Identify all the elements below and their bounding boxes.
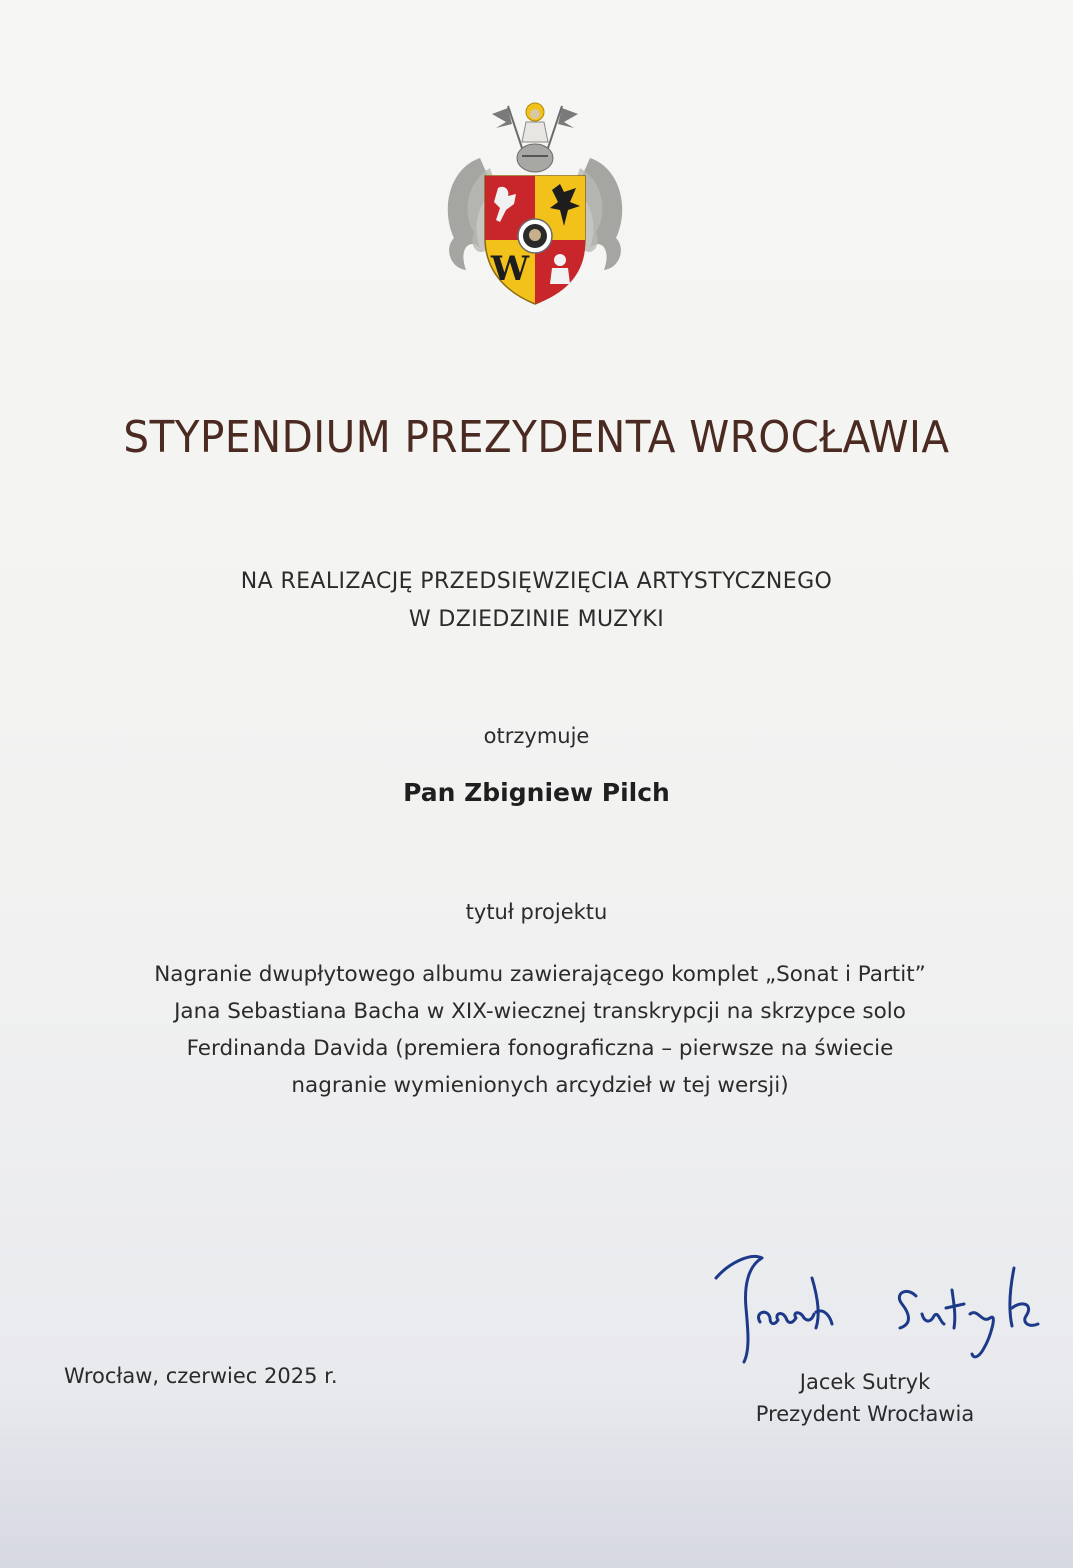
recipient-name: Pan Zbigniew Pilch: [403, 778, 670, 807]
project-line: Jana Sebastiana Bacha w XIX-wiecznej transkrypcji na skrzypce solo: [174, 999, 906, 1024]
certificate-title: STYPENDIUM PREZYDENTA WROCŁAWIA: [123, 412, 950, 463]
signer-title: Prezydent Wrocławia: [755, 1402, 975, 1426]
project-description: [40, 956, 1040, 1104]
project-line: nagranie wymienionych arcydzieł w tej wersji): [291, 1073, 789, 1098]
wroclaw-coat-of-arms-icon: [440, 98, 630, 310]
project-line: Ferdinanda Davida (premiera fonograficzna – pierwsze na świecie: [186, 1036, 894, 1061]
receives-label: otrzymuje: [483, 724, 590, 748]
subtitle: [0, 563, 1073, 639]
svg-text:W: W: [490, 249, 530, 289]
signer-block: [720, 1366, 1010, 1430]
subtitle-line: NA REALIZACJĘ PRZEDSIĘWZIĘCIA ARTYSTYCZNEGO: [240, 569, 833, 594]
project-line: Nagranie dwupłytowego albumu zawierającego komplet „Sonat i Partit”: [154, 962, 926, 987]
subtitle-line: W DZIEDZINIE MUZYKI: [408, 607, 665, 632]
place-and-date: Wrocław, czerwiec 2025 r.: [64, 1364, 338, 1388]
handwritten-signature: [708, 1238, 1048, 1368]
signer-name: Jacek Sutryk: [799, 1370, 931, 1394]
project-title-label: tytuł projektu: [465, 900, 608, 924]
